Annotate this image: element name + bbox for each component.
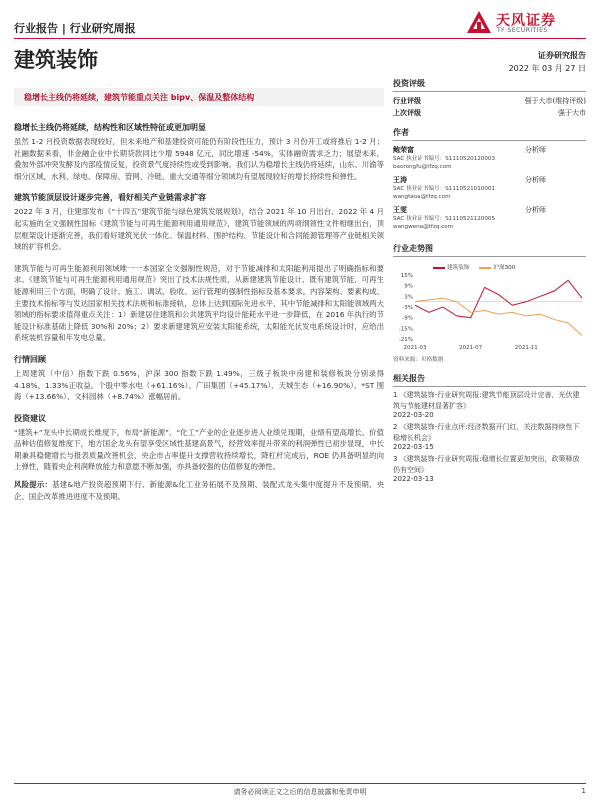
trend-chart-svg xyxy=(393,271,586,353)
section-body: 虽然 1-2 月投资数据表现较好，但未来地产和基建投资可能仍有阶段性压力，预计 3 月份开工或将推后 1-2 月；社融数据来看，非金融企业中长期贷款同比少增 5948 亿元，同比增速 -54%，实体融资需求乏力；展望未来，叠加外部冲突发酵及内部疫情反复，投资景气度持续性或受到影响。我们认为稳增长主线仍将延续，山东、川渝等细分区域，水利、绿电、保障房、管网、冷链、重大交通等细分领域均有望展现较好的增长持续性和弹性。 xyxy=(14,137,384,181)
chart-legend xyxy=(433,263,515,271)
author-name: 王雯 xyxy=(393,206,407,214)
related-date: 2022-03-15 xyxy=(393,443,434,451)
rating-heading: 投资评级 xyxy=(393,78,586,92)
page-header xyxy=(14,8,586,38)
footer-disclaimer: 请务必阅读正文之后的信息披露和免责申明 xyxy=(233,788,367,796)
rating-value: 强于大市(维持评级) xyxy=(524,97,586,105)
chart-source: 资料来源：贝格数据 xyxy=(393,357,444,363)
report-date: 2022 年 03 月 27 日 xyxy=(508,64,586,73)
risk-note xyxy=(14,479,384,502)
author-email[interactable]: baorongfu@tfzq.com xyxy=(393,164,452,170)
related-item[interactable] xyxy=(393,390,586,419)
section-body: 上周建筑（中信）指数下跌 0.56%，沪深 300 指数下跌 1.49%，三级子板块中房建和装修板块分别录得 4.18%、1.33%正收益。个股中零水电（+61.16%）、广田集团（+45.17%）、天城生态（+16.90%）、*ST 围海（+13.66%）、文科园林（+8.74%）涨幅居前。 xyxy=(14,368,384,402)
authors-heading: 作者 xyxy=(393,127,586,141)
legend-label-b: 沪深300 xyxy=(493,265,516,271)
author-role: 分析师 xyxy=(525,176,546,184)
section-2 xyxy=(14,192,384,252)
section-6 xyxy=(14,479,384,502)
header-divider xyxy=(14,38,586,39)
rating-row xyxy=(393,95,586,107)
y-tick-label: -3% xyxy=(402,305,413,311)
author-name: 鲍荣富 xyxy=(393,146,414,154)
page-title: 建筑装饰 xyxy=(14,48,98,72)
section-heading: 投资建议 xyxy=(14,413,46,423)
author-cert: SAC 执业证书编号：S1110520120003 xyxy=(393,156,496,162)
section-heading: 行情回顾 xyxy=(14,354,46,364)
related-title[interactable]: 2 《建筑装饰-行业点评:经济数据开门红，关注数据持续性下稳增长机会》 xyxy=(393,423,580,442)
logo-mark-icon xyxy=(466,10,492,34)
rating-key: 行业评级 xyxy=(393,97,421,105)
author-cert: SAC 执业证书编号：S1110521010001 xyxy=(393,186,496,192)
logo-text-cn: 天风证券 xyxy=(496,13,556,29)
rating-value: 强于大市 xyxy=(558,109,586,117)
section-4 xyxy=(14,354,384,403)
related-date: 2022-03-13 xyxy=(393,475,434,483)
trend-chart xyxy=(393,263,586,353)
section-body: 建筑节能与可再生能源利用领域唯一一本国家全文强制性规范，对于节能减排和太阳能利用提出了明确指标和要求。《建筑节能与可再生能源利用通用规范》突出了技术法规性质，从新建建筑节能设计、既有建筑节能、可再生能源利用三个方面，明确了设计、施工、调试、验收、运行管理的强制性指标及基本要求。内容架构、要素构成、主要技术指标等与发达国家相关技术法规和标准接轨，总体上达到国际先进水平，其中节能减排和太阳能领域两大领域的指标要求值得重点关注：1）新建居住建筑和公共建筑平均设计能耗水平进一步降低，在 2016 年执行的节能设计标准基础上降低 30%和 20%；2）要求新建建筑应安装太阳能系统，太阳能光伏发电系统设计时，应给出系统装机容量和年发电总量。 xyxy=(14,263,384,343)
author-card xyxy=(393,175,586,201)
legend-label-a: 建筑装饰 xyxy=(447,265,470,271)
y-tick-label: -9% xyxy=(402,315,413,322)
author-name: 王涛 xyxy=(393,176,407,184)
related-title[interactable]: 1 《建筑装饰-行业研究周报:建筑节能顶层设计完善，光伏建筑与节能建材显著扩容》 xyxy=(393,391,580,410)
section-5 xyxy=(14,413,384,473)
series-line-index xyxy=(415,298,582,335)
legend-item-b xyxy=(479,263,515,271)
main-content xyxy=(14,122,384,502)
company-logo xyxy=(466,8,586,38)
y-tick-label: 3% xyxy=(404,294,413,301)
risk-body: 基建&地产投资超预期下行、新能源&化工业务拓展不及预期、装配式龙头集中度提升不及预期、央企、国企改革推进进度不及预期。 xyxy=(14,480,384,501)
section-body: 2022 年 3 月，住建部发布《“十四五”建筑节能与绿色建筑发展规划》，结合 2021 年 10 月出台、2022 年 4 月起实施的全文强制性国标《建筑节能与可再生能源利用通用规范》，建筑节能领域的两项纲领性文件相继出台，顶层框架设计逐渐完善，我们看好建筑光伏一体化、保温材料、围护结构、节能设计和合同能源管理等产业链相关领域的扩容机会。 xyxy=(14,207,384,252)
y-tick-label: -21% xyxy=(398,337,413,343)
section-body: “建筑+”龙头中长期成长维度下，布局“新能源”、“化工”产业的企业逐步进入业绩兑现期，业绩有望高增长。价值品种估值修复维度下，地方国企龙头有望享受区域性基建高景气，经营效率提升带来的利润弹性已初步显现，中长期兼具稳健增长与报表质量改善机会，央企市占率提升支撑营收持续增长，降杠杆完成后，ROE 仍具备明显的向上弹性，随着央企利润释放能力和意愿不断加强，亦具备较强的估值修复的弹性。 xyxy=(14,427,384,472)
author-card xyxy=(393,205,586,231)
logo-text-en: TF SECURITIES xyxy=(497,27,548,34)
page-number: 1 xyxy=(581,787,586,795)
related-heading: 相关报告 xyxy=(393,373,586,387)
y-tick-label: -15% xyxy=(398,326,413,333)
report-type: 证券研究报告 xyxy=(538,51,586,60)
y-tick-label: 9% xyxy=(404,283,413,290)
x-tick-label: 2021-11 xyxy=(514,345,538,351)
legend-item-a xyxy=(433,263,469,271)
section-3 xyxy=(14,263,384,344)
rating-key: 上次评级 xyxy=(393,109,421,117)
author-email[interactable]: wangtaoa@tfzq.com xyxy=(393,194,451,200)
footer-divider xyxy=(14,783,586,784)
author-card xyxy=(393,145,586,171)
section-heading: 稳增长主线仍将延续，结构性和区域性特征或更加明显 xyxy=(14,123,206,132)
report-subtitle: 稳增长主线仍将延续，建筑节能重点关注 bipv、保温及整体结构 xyxy=(24,93,255,102)
series-line-industry xyxy=(415,280,582,317)
section-1 xyxy=(14,122,384,182)
related-item[interactable] xyxy=(393,422,586,451)
author-email[interactable]: wangwena@tfzq.com xyxy=(393,224,454,230)
sidebar xyxy=(393,78,586,483)
section-heading: 建筑节能顶层设计逐步完善，看好相关产业链需求扩容 xyxy=(14,193,206,203)
x-tick-label: 2021-07 xyxy=(459,345,483,351)
related-title[interactable]: 3 《建筑装饰-行业研究周报:稳增长位置更加突出，政策释放仍有空间》 xyxy=(393,455,580,474)
y-tick-label: 15% xyxy=(400,273,413,279)
author-cert: SAC 执业证书编号：S1110521120005 xyxy=(393,216,496,222)
author-role: 分析师 xyxy=(525,206,546,214)
risk-heading: 风险提示： xyxy=(14,480,53,490)
author-role: 分析师 xyxy=(525,146,546,154)
x-tick-label: 2021-03 xyxy=(403,345,427,351)
related-date: 2022-03-20 xyxy=(393,411,434,419)
trend-heading: 行业走势图 xyxy=(393,243,586,257)
breadcrumb: 行业报告 | 行业研究周报 xyxy=(14,22,136,35)
rating-row xyxy=(393,107,586,119)
related-item[interactable] xyxy=(393,454,586,483)
